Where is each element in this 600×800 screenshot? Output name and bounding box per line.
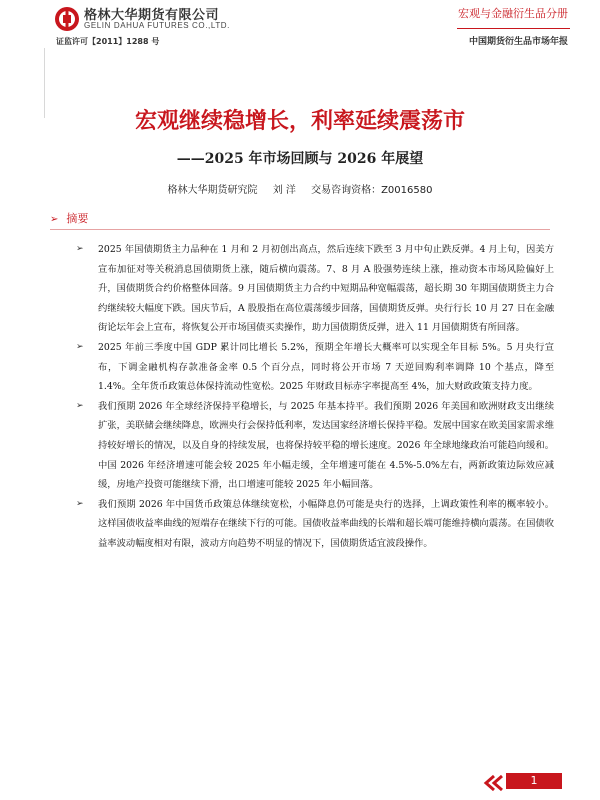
bullet-text: 2025 年国债期货主力品种在 1 月和 2 月初创出高点，然后连续下跌至 3 月中旬止跌反弹。4 月上旬，因美方宣布加征对等关税消息国债期货上涨，随后横向震荡。7、8 月 A 股强势连续上涨，推动资本市场风险偏好上升，国债期货合约价格整体回落。9 月国债期货主力合约中短期品种宽幅震荡，超长期 30 年期国债期货主力合约继续较大幅度下跌。国庆节后，A 股股指在高位震荡缓步回落，国债期货反弹。央行行长 10 月 27 日在金融街论坛年会上宣布，将恢复公开市场国债买卖操作，助力国债期货反弹，进入 11 月国债期货有所回落。: [98, 244, 554, 334]
abstract-list: [76, 240, 554, 554]
bullet-arrow-icon: ➢: [76, 341, 84, 352]
bullet-arrow-icon: ➢: [76, 498, 84, 509]
author-qualification: 交易咨询资格：Z0016580: [311, 185, 433, 196]
company-name-en: GELIN DAHUA FUTURES CO.,LTD.: [84, 21, 231, 30]
section-arrow-icon: ➢: [50, 214, 59, 225]
section-heading: [50, 210, 88, 226]
bullet-text: 我们预期 2026 年中国货币政策总体继续宽松，小幅降息仍可能是央行的选择，上调政策性利率的概率较小。这样国债收益率曲线的短端存在继续下行的可能。国债收益率曲线的长端和超长端可能维持横向震荡。在国债收益率波动幅度相对有限，波动方向趋势不明显的情况下，国债期货适宜波段操作。: [98, 498, 554, 549]
bullet-arrow-icon: ➢: [76, 400, 84, 411]
author-line: [0, 181, 600, 196]
author-name: 刘 洋: [272, 185, 296, 196]
bullet-arrow-icon: ➢: [76, 244, 84, 254]
bullet-text: 我们预期 2026 年全球经济保持平稳增长，与 2025 年基本持平。我们预期 2026 年美国和欧洲财政支出继续扩张，美联储会继续降息，欧洲央行会保持低利率，发达国家经济增长保持平稳。发展中国家在欧美国家需求维持较好增长的情况，以及自身的持续发展，也将保持较平稳的增长速度。2026 年全球地缘政治可能趋向缓和。中国 2026 年经济增速可能会较 2025 年小幅走缓，全年增速可能在 4.5%-5.0%左右，两新政策边际效应减缓，房地产投资可能继续下滑，出口增速可能较 2025 年小幅回落。: [98, 400, 554, 491]
report-series: 中国期货衍生品市场年报: [468, 37, 568, 47]
section-title: 摘要: [66, 212, 89, 225]
bullet-text: 2025 年前三季度中国 GDP 累计同比增长 5.2%，预期全年增长大概率可以实现全年目标 5%。5 月央行宣布，下调金融机构存款准备金率 0.5 个百分点，同时将公开市场 7 天逆回购利率调降 10 个基点，降至 1.4%。全年货币政策总体保持流动性宽松。2025 年财政目标赤字率提高至 4%，加大财政政策支持力度。: [98, 341, 554, 393]
company-logo-icon: [54, 6, 80, 32]
page-number: 1: [506, 773, 562, 789]
list-item: [76, 495, 554, 554]
author-institute: 格林大华期货研究院: [167, 185, 258, 196]
report-title: 宏观继续稳增长，利率延续震荡市: [134, 109, 465, 134]
department-label: 宏观与金融衍生品分册: [458, 7, 568, 20]
company-name-cn: 格林大华期货有限公司: [84, 8, 220, 23]
list-item: [76, 338, 554, 397]
list-item: [76, 240, 554, 338]
list-item: [76, 397, 554, 495]
license-number: 证监许可【2011】1288 号: [56, 37, 160, 46]
section-divider: [50, 229, 550, 230]
page-footer: [0, 770, 600, 800]
page-header: [0, 0, 600, 70]
header-divider: [457, 28, 570, 29]
report-subtitle: ——2025 年市场回顾与 2026 年展望: [176, 151, 424, 167]
